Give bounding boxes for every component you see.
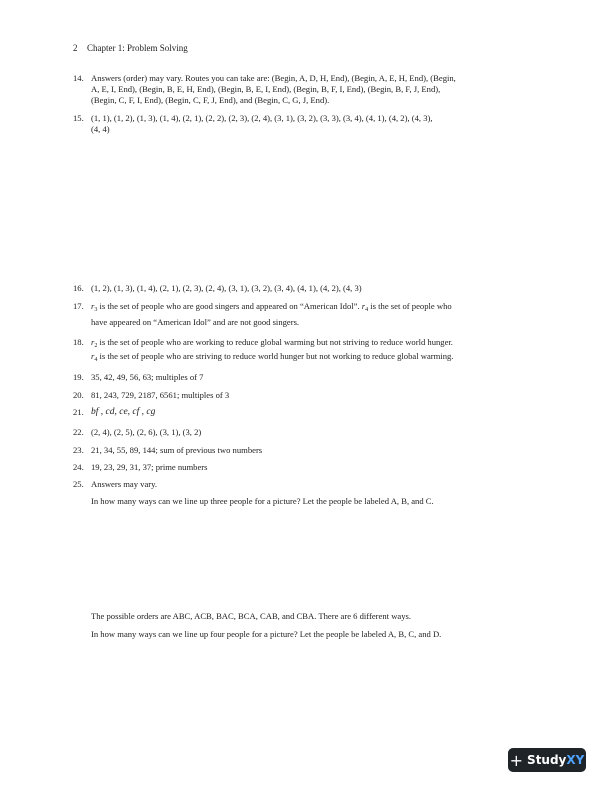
- answer-text: 21, 34, 55, 89, 144; sum of previous two numbers: [91, 445, 263, 455]
- logo-text: Study: [527, 752, 567, 767]
- item-number: 16.: [73, 283, 84, 293]
- answer-text-line: [91, 351, 533, 362]
- item-number: 14.: [73, 73, 84, 83]
- answer-text-line: Answers (order) may vary. Routes you can take are: (Begin, A, D, H, End), (Begin, A, E, H, End), (Begin,: [91, 73, 456, 83]
- answer-text: (1, 2), (1, 3), (1, 4), (2, 1), (2, 3), (2, 4), (3, 1), (3, 2), (3, 4), (4, 1), (4, 2), (4, 3): [91, 283, 362, 293]
- page-header: [73, 43, 188, 54]
- answer-25: [73, 479, 533, 490]
- question-paragraph: In how many ways can we line up three people for a picture? Let the people be labeled A, B, and C.: [91, 496, 434, 506]
- answer-15: [73, 113, 533, 135]
- answer-18: [73, 337, 533, 362]
- answer-text: is the set of people who: [368, 301, 452, 311]
- answer-19: [73, 372, 533, 383]
- item-number: 20.: [73, 390, 84, 400]
- answer-text: 35, 42, 49, 56, 63; multiples of 7: [91, 372, 204, 382]
- answer-14: [73, 73, 533, 106]
- answer-text-line: [91, 337, 533, 348]
- answer-text: (2, 4), (2, 5), (2, 6), (3, 1), (3, 2): [91, 427, 202, 437]
- answer-20: [73, 390, 533, 401]
- answer-text-line: A, E, I, End), (Begin, B, E, H, End), (Begin, B, E, I, End), (Begin, B, F, I, End), (Begin, B, F, J, End),: [91, 84, 441, 94]
- answer-23: [73, 445, 533, 456]
- item-number: 23.: [73, 445, 84, 455]
- answer-16: [73, 283, 533, 294]
- answer-22: [73, 427, 533, 438]
- answer-text: Answers may vary.: [91, 479, 158, 489]
- item-number: 25.: [73, 479, 84, 489]
- studyxy-logo: [508, 748, 586, 772]
- answer-text-line: [91, 301, 533, 312]
- answer-text: is the set of people who are striving to reduce world hunger but not working to reduce global warming.: [97, 351, 454, 361]
- answer-21: [73, 407, 533, 418]
- item-number: 17.: [73, 301, 84, 311]
- answer-paragraph: The possible orders are ABC, ACB, BAC, BCA, CAB, and CBA. There are 6 different ways.: [91, 611, 411, 621]
- item-number: 24.: [73, 462, 84, 472]
- answer-text: is the set of people who are working to reduce global warming but not striving to reduce world hunger.: [97, 337, 453, 347]
- plus-icon: +: [509, 750, 524, 770]
- page-number: 2: [73, 43, 78, 53]
- set-symbol: r: [91, 301, 95, 311]
- answer-17: [73, 301, 533, 328]
- answer-text-line: (1, 1), (1, 2), (1, 3), (1, 4), (2, 1), (2, 2), (2, 3), (2, 4), (3, 1), (3, 2), (3, 3), (3, 4), (4, 1), (4, 2), (4, 3),: [91, 113, 433, 123]
- answer-text-line: (4, 4): [91, 124, 110, 134]
- chapter-title: Chapter 1: Problem Solving: [87, 43, 188, 53]
- set-subscript: 2: [94, 343, 98, 349]
- set-symbol: r: [91, 351, 95, 361]
- answer-text: 81, 243, 729, 2187, 6561; multiples of 3: [91, 390, 230, 400]
- answer-24: [73, 462, 533, 473]
- set-symbol: r: [91, 337, 95, 347]
- item-number: 15.: [73, 113, 84, 123]
- set-subscript: 4: [365, 307, 369, 313]
- item-number: 21.: [73, 407, 84, 417]
- set-subscript: 4: [94, 357, 98, 363]
- set-subscript: 3: [94, 307, 98, 313]
- answer-text-line: (Begin, C, F, I, End), (Begin, C, F, J, End), and (Begin, C, G, J, End).: [91, 95, 330, 105]
- answer-text-line: have appeared on “American Idol” and are not good singers.: [91, 317, 300, 327]
- item-number: 18.: [73, 337, 84, 347]
- item-number: 19.: [73, 372, 84, 382]
- answer-text: is the set of people who are good singers and appeared on “American Idol”.: [97, 301, 362, 311]
- set-symbol: r: [361, 301, 366, 311]
- logo-text-accent: XY: [566, 752, 585, 767]
- answer-text: 19, 23, 29, 31, 37; prime numbers: [91, 462, 208, 472]
- question-paragraph: In how many ways can we line up four people for a picture? Let the people be labeled A, B, C, and D.: [91, 629, 442, 639]
- item-number: 22.: [73, 427, 84, 437]
- answer-text: bf , cd, ce, cf , cg: [91, 407, 156, 417]
